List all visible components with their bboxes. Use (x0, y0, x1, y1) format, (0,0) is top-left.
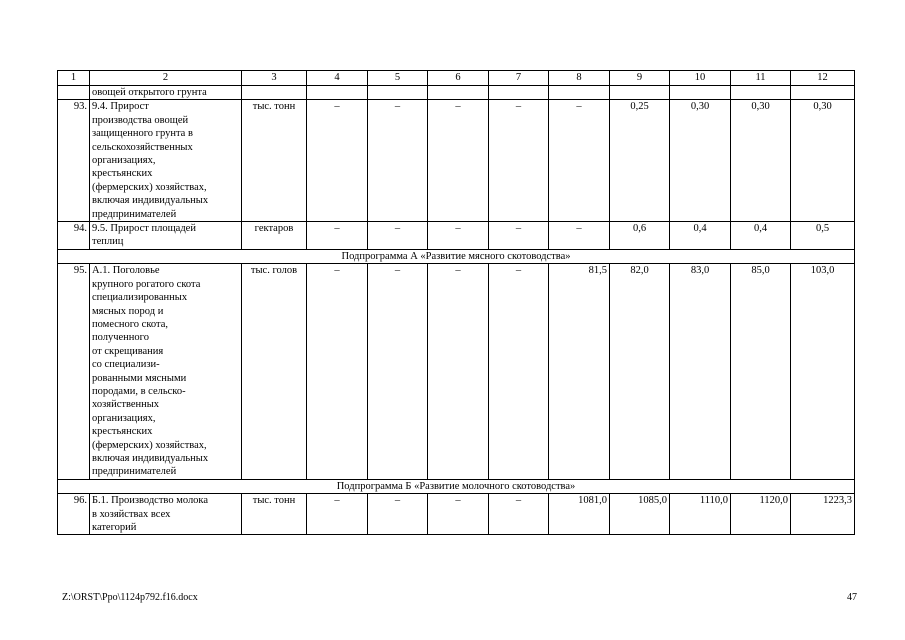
column-header: 5 (368, 71, 428, 86)
value-cell: – (428, 264, 489, 480)
value-cell: – (307, 494, 368, 535)
indicator-name: овощей открытого грунта (90, 86, 242, 100)
value-cell: – (428, 222, 489, 250)
value-cell: – (307, 222, 368, 250)
value-cell: 1085,0 (610, 494, 670, 535)
row-number: 96. (58, 494, 90, 535)
row-number: 95. (58, 264, 90, 480)
value-cell: 0,30 (791, 100, 855, 222)
value-cell: – (489, 222, 549, 250)
column-header: 8 (549, 71, 610, 86)
column-header: 9 (610, 71, 670, 86)
value-cell: 0,5 (791, 222, 855, 250)
value-cell: – (368, 222, 428, 250)
value-cell: 0,30 (670, 100, 731, 222)
table-row-continuation (58, 86, 855, 100)
subprogram-heading: Подпрограмма А «Развитие мясного скотоводства» (58, 249, 855, 263)
indicator-name: А.1. Поголовье крупного рогатого скота специализированных мясных пород и помесного скота, полученного от скрещивания со специализи- рованными мясными породами, в сельско- хозяйственных организациях, крестьянских (фермерских) хозяйствах, включая индивидуальных предпринимателей (90, 264, 242, 480)
column-header: 1 (58, 71, 90, 86)
subprogram-heading: Подпрограмма Б «Развитие молочного скотоводства» (58, 479, 855, 493)
subprogram-heading-row (58, 249, 855, 263)
value-cell: 83,0 (670, 264, 731, 480)
column-header: 7 (489, 71, 549, 86)
table-row (58, 494, 855, 535)
indicators-table (57, 70, 855, 535)
value-cell: 1120,0 (731, 494, 791, 535)
column-header: 4 (307, 71, 368, 86)
value-cell: 85,0 (731, 264, 791, 480)
row-number: 94. (58, 222, 90, 250)
value-cell: 0,4 (670, 222, 731, 250)
value-cell: 1081,0 (549, 494, 610, 535)
value-cell: – (368, 494, 428, 535)
value-cell: 0,4 (731, 222, 791, 250)
unit-cell: тыс. тонн (242, 100, 307, 222)
value-cell: 1223,3 (791, 494, 855, 535)
column-header: 10 (670, 71, 731, 86)
indicator-name: Б.1. Производство молока в хозяйствах всех категорий (90, 494, 242, 535)
column-header: 3 (242, 71, 307, 86)
table-row (58, 222, 855, 250)
unit-cell: гектаров (242, 222, 307, 250)
indicator-name: 9.5. Прирост площадей теплиц (90, 222, 242, 250)
page-number: 47 (847, 592, 857, 603)
value-cell: – (489, 100, 549, 222)
column-header: 2 (90, 71, 242, 86)
value-cell: – (307, 100, 368, 222)
value-cell: – (549, 222, 610, 250)
value-cell: – (368, 100, 428, 222)
table-row (58, 100, 855, 222)
unit-cell: тыс. голов (242, 264, 307, 480)
column-number-row (58, 71, 855, 86)
value-cell: 0,6 (610, 222, 670, 250)
value-cell: – (489, 264, 549, 480)
value-cell: 103,0 (791, 264, 855, 480)
subprogram-heading-row (58, 479, 855, 493)
cell-empty (58, 86, 90, 100)
value-cell: 0,25 (610, 100, 670, 222)
value-cell: – (489, 494, 549, 535)
column-header: 12 (791, 71, 855, 86)
column-header: 11 (731, 71, 791, 86)
indicator-name: 9.4. Прирост производства овощей защищенного грунта в сельскохозяйственных организациях, крестьянских (фермерских) хозяйствах, включая индивидуальных предпринимателей (90, 100, 242, 222)
row-number: 93. (58, 100, 90, 222)
value-cell: – (549, 100, 610, 222)
value-cell: 82,0 (610, 264, 670, 480)
table-row (58, 264, 855, 480)
footer-file-path: Z:\ORST\Ppo\1124p792.f16.docx (62, 592, 198, 603)
column-header: 6 (428, 71, 489, 86)
value-cell: – (428, 494, 489, 535)
value-cell: 1110,0 (670, 494, 731, 535)
unit-cell: тыс. тонн (242, 494, 307, 535)
value-cell: 0,30 (731, 100, 791, 222)
value-cell: – (307, 264, 368, 480)
value-cell: – (428, 100, 489, 222)
value-cell: 81,5 (549, 264, 610, 480)
value-cell: – (368, 264, 428, 480)
